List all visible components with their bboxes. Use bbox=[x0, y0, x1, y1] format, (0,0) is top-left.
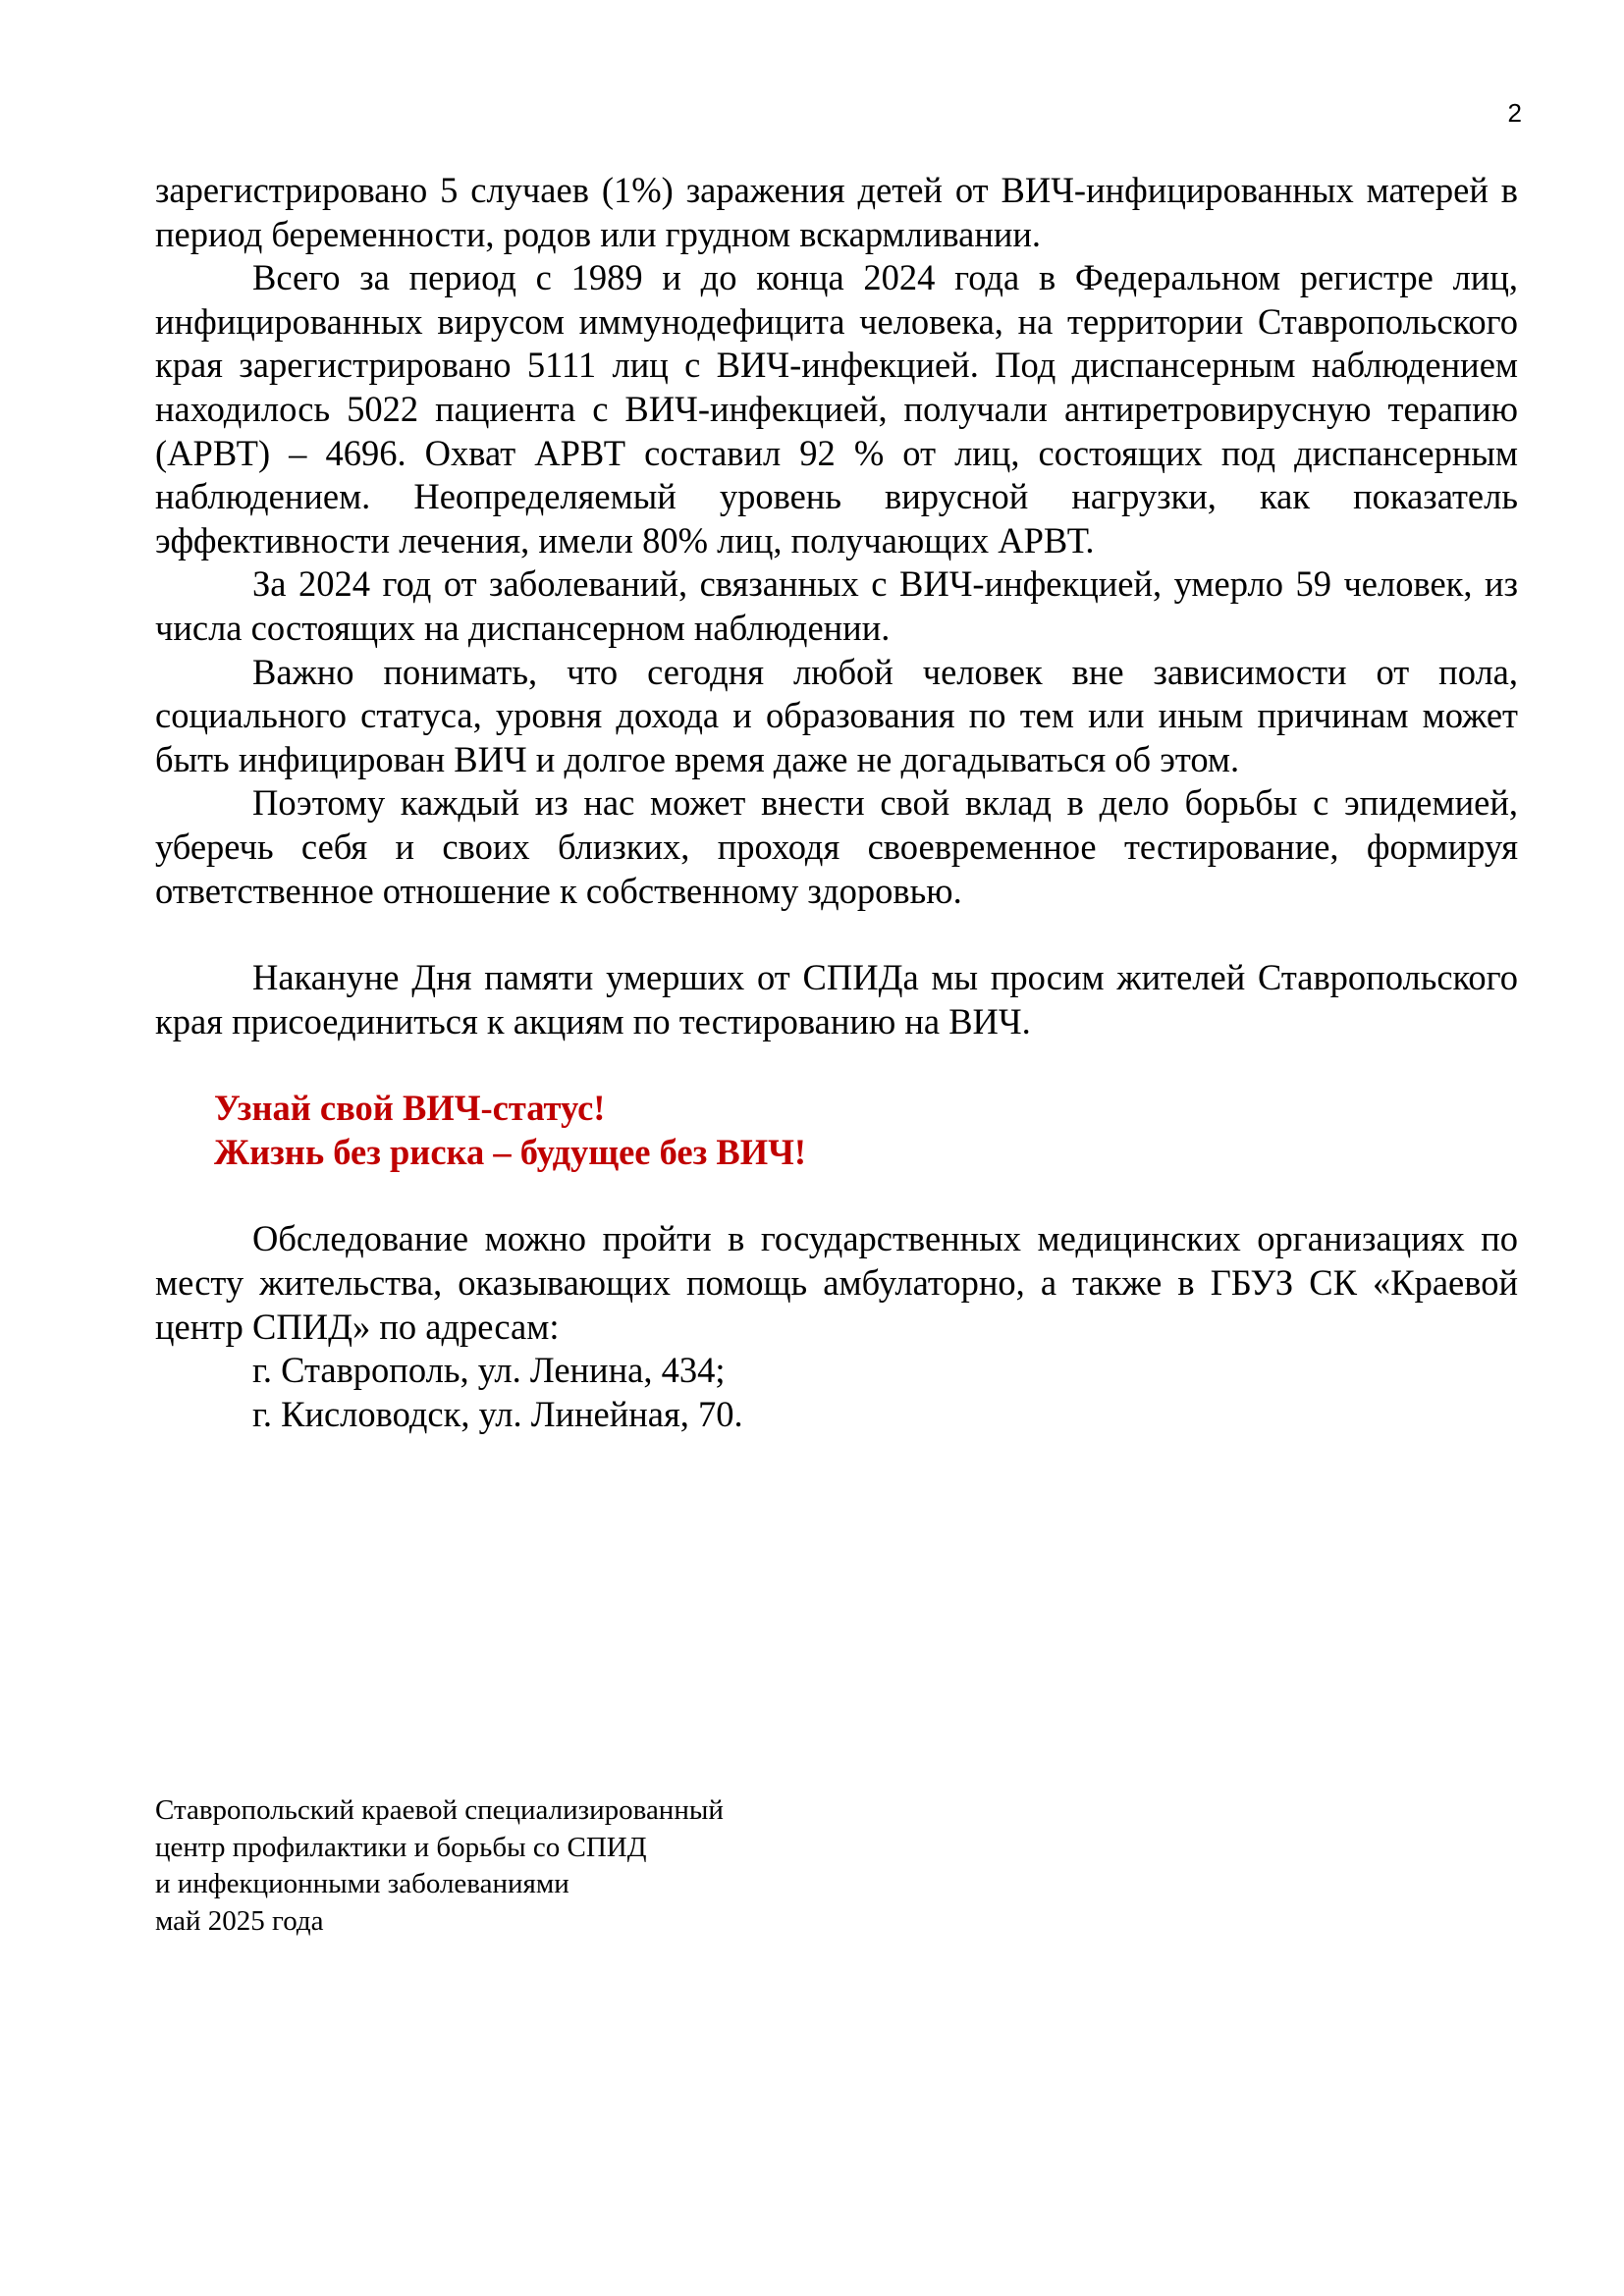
paragraph-memorial-day: Накануне Дня памяти умерших от СПИДа мы просим жителей Ставропольского края присоединиться к акциям по тестированию на ВИЧ. bbox=[155, 957, 1518, 1041]
address-kislovodsk: г. Кисловодск, ул. Линейная, 70. bbox=[252, 1393, 743, 1434]
paragraph-where-to-test: Обследование можно пройти в государственных медицинских организациях по месту жительства, оказывающих помощь амбулаторно, а также в ГБУЗ СК «Краевой центр СПИД» по адресам: bbox=[155, 1218, 1518, 1347]
slogan-life-without-risk: Жизнь без риска – будущее без ВИЧ! bbox=[214, 1131, 807, 1172]
paragraph-mortality: За 2024 год от заболеваний, связанных с ВИЧ-инфекцией, умерло 59 человек, из числа состоящих на диспансерном наблюдении. bbox=[155, 563, 1518, 648]
paragraph-registry-stats: Всего за период с 1989 и до конца 2024 года в Федеральном регистре лиц, инфицированных вирусом иммунодефицита человека, на территории Ставропольского края зарегистрировано 5111 лиц с ВИЧ-инфекцией. Под диспансерным наблюдением находилось 5022 пациента с ВИЧ-инфекцией, получали антиретровирусную терапию (АРВТ) – 4696. Охват АРВТ составил 92 % от лиц, состоящих под диспансерным наблюдением. Неопределяемый уровень вирусной нагрузки, как показатель эффективности лечения, имели 80% лиц, получающих АРВТ. bbox=[155, 257, 1518, 561]
address-stavropol: г. Ставрополь, ул. Ленина, 434; bbox=[252, 1350, 726, 1391]
signature-line: и инфекционными заболеваниями bbox=[155, 1868, 569, 1899]
slogan-block bbox=[155, 1087, 1518, 1174]
paragraph-awareness: Важно понимать, что сегодня любой человек вне зависимости от пола, социального статуса, уровня дохода и образования по тем или иным причинам может быть инфицирован ВИЧ и долгое время даже не догадываться об этом. bbox=[155, 651, 1518, 779]
paragraph-testing-call: Поэтому каждый из нас может внести свой вклад в дело борьбы с эпидемией, уберечь себя и своих близких, проходя своевременное тестирование, формируя ответственное отношение к собственному здоровью. bbox=[155, 782, 1518, 911]
paragraph-continuation: зарегистрировано 5 случаев (1%) заражения детей от ВИЧ-инфицированных матерей в период беременности, родов или грудном вскармливании. bbox=[155, 170, 1518, 254]
spacer bbox=[155, 1043, 1518, 1087]
signature-line: Ставропольский краевой специализированный bbox=[155, 1794, 724, 1826]
signature-date: май 2025 года bbox=[155, 1904, 324, 1937]
document-body bbox=[155, 169, 1518, 1436]
signature-block bbox=[155, 1792, 1039, 1940]
spacer bbox=[155, 1174, 1518, 1217]
signature-line: центр профилактики и борьбы со СПИД bbox=[155, 1831, 647, 1863]
spacer bbox=[155, 913, 1518, 956]
page-number: 2 bbox=[1507, 98, 1522, 128]
slogan-know-status: Узнай свой ВИЧ-статус! bbox=[214, 1088, 606, 1129]
